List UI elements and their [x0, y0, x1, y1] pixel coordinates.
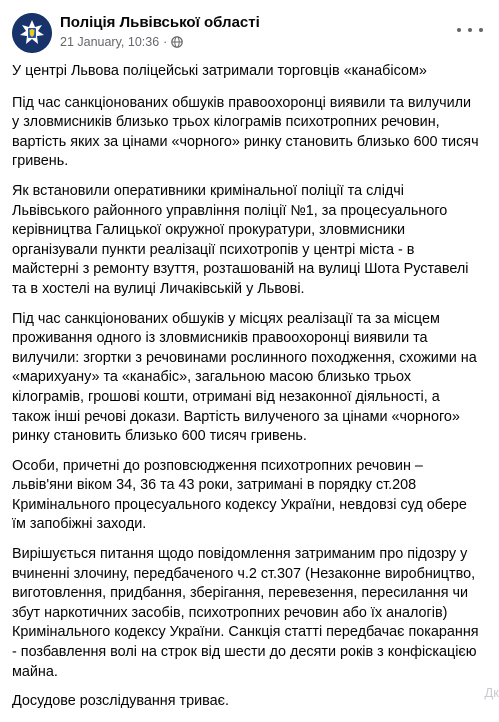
watermark-text: Дк: [485, 685, 499, 700]
post-paragraph: Як встановили оперативники кримінальної поліції та слідчі Львівського районного управління поліції №1, за процесуального керівництва Галицької окружної прокуратури, зловмисники організували пункти реалізації психотропів у центрі міста - в майстерні з ремонту взуття, розташованій на вулиці Шота Руставелі та в хостелі на вулиці Личаківській у Львові.: [12, 182, 482, 300]
globe-icon: [171, 36, 183, 48]
post-text: [12, 62, 482, 722]
more-options-icon[interactable]: [457, 20, 483, 40]
page-name-link[interactable]: Поліція Львівської області: [60, 14, 260, 31]
post-header: [12, 12, 487, 56]
post-headline: У центрі Львова поліцейські затримали торговців «канабісом»: [12, 62, 482, 82]
post-meta: [60, 35, 183, 49]
post-paragraph: Особи, причетні до розповсюдження психотропних речовин – львів'яни віком 34, 36 та 43 роки, затримані в порядку ст.208 Кримінального процесуального кодексу України, невдовзі суд обере їм запобіжні заходи.: [12, 457, 482, 535]
post-paragraph: Під час санкціонованих обшуків правоохоронці виявили та вилучили у зловмисників близько трьох кілограмів психотропних речовин, вартість яких за цінами «чорного» ринку становить близько 600 тисяч гривень.: [12, 94, 482, 172]
police-emblem-icon: [12, 13, 52, 53]
post-timestamp[interactable]: 21 January, 10:36: [60, 35, 159, 49]
page-avatar[interactable]: [12, 13, 52, 53]
post-paragraph: Досудове розслідування триває.: [12, 692, 482, 712]
meta-separator: ·: [163, 35, 167, 49]
post-paragraph: Вирішується питання щодо повідомлення затриманим про підозру у вчиненні злочину, передбаченого ч.2 ст.307 (Незаконне виробництво, виготовлення, придбання, зберігання, перевезення, пересилання чи збут наркотичних засобів, психотропних речовин або їх аналогів) Кримінального кодексу України. Санкція статті передбачає покарання - позбавлення волі на строк від шести до десяти років з конфіскацією майна.: [12, 545, 482, 682]
post-paragraph: Під час санкціонованих обшуків у місцях реалізації та за місцем проживання одного із зловмисників правоохоронці виявили та вилучили: згортки з речовинами рослинного походження, схожими на «марихуану» та «канабіс», загальною масою близько трьох кілограмів, грошові кошти, отримані від незаконної діяльності, а також інші речові докази. Вартість вилученого за цінами «чорного» ринку становить близько 600 тисяч гривень.: [12, 310, 482, 447]
